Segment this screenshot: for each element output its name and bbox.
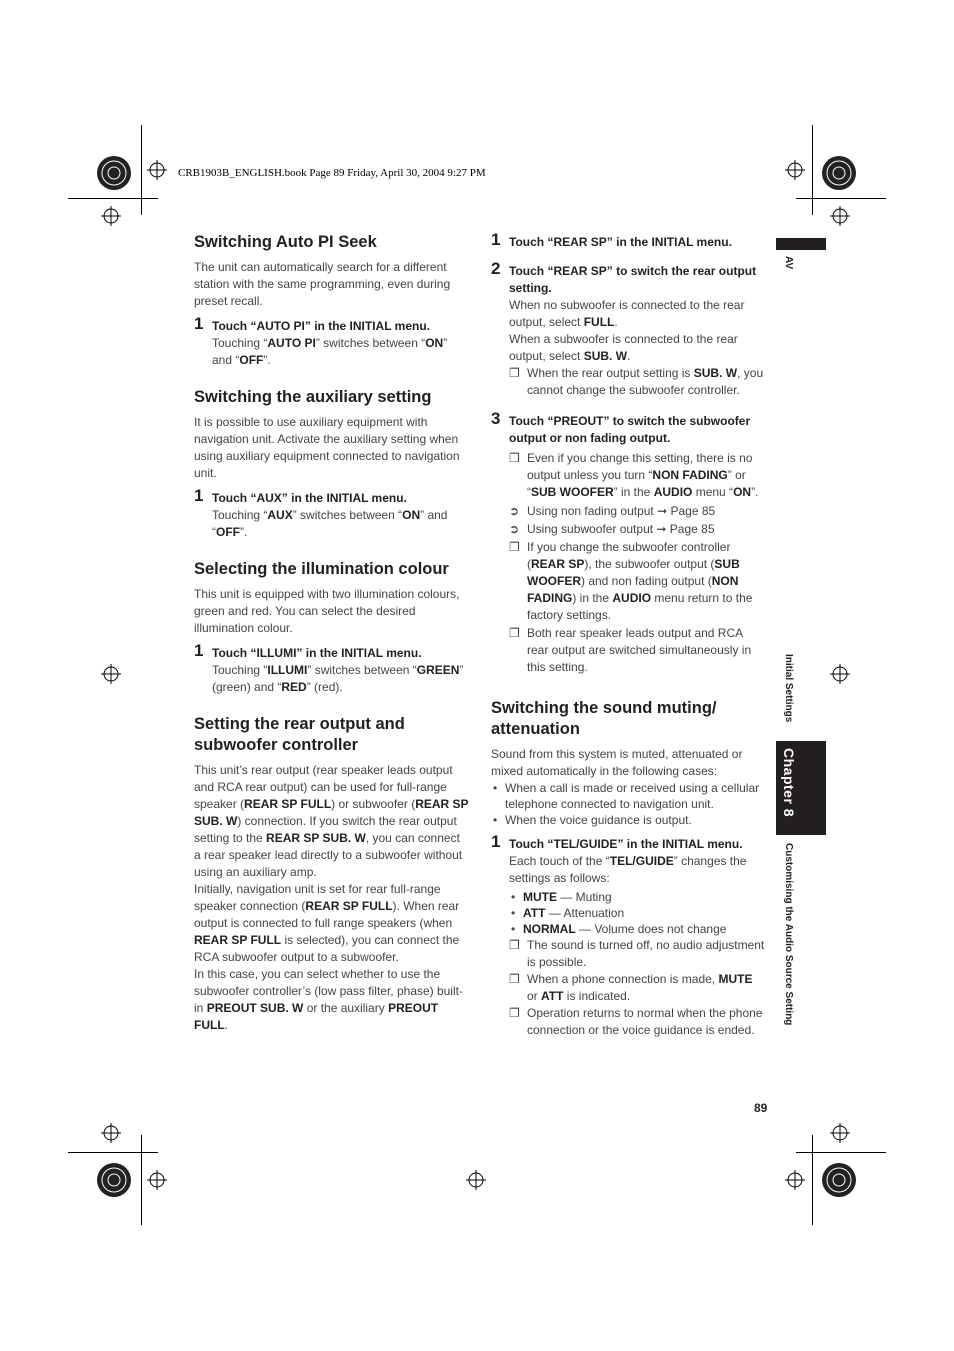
left-column	[194, 232, 469, 1034]
crosshair-icon	[147, 160, 167, 180]
av-tab-label: AV	[783, 256, 794, 270]
section-intro: Sound from this system is muted, attenuated or mixed automatically in the following cases:	[491, 747, 743, 778]
crop-mark	[812, 125, 813, 215]
section-illumination	[194, 559, 469, 696]
option-item: • MUTE — Muting	[511, 890, 612, 904]
section-intro: It is possible to use auxiliary equipment with navigation unit. Activate the auxiliary setting when using auxiliary equipment connected to navigation unit.	[194, 415, 460, 480]
crosshair-icon	[101, 664, 121, 684]
section-body: This unit’s rear output (rear speaker leads output and RCA rear output) can be used for full-range speaker (REAR SP FULL) or subwoofer (REAR SP SUB. W) connection. If you switch the rear output setting to the REAR SP SUB. W, you can connect a rear speaker lead directly to a subwoofer without using an auxiliary amp.	[194, 763, 469, 879]
reference-arrow-icon: ➲	[509, 504, 520, 518]
reference: ➲ Using non fading output ➞ Page 85	[509, 504, 716, 518]
bullet-item: • When the voice guidance is output.	[493, 813, 692, 827]
av-tab-bar	[776, 238, 826, 250]
crosshair-icon	[101, 1123, 121, 1143]
crosshair-icon	[830, 206, 850, 226]
step-body: When no subwoofer is connected to the rear output, select FULL.	[509, 298, 745, 329]
option-item: • NORMAL — Volume does not change	[511, 922, 727, 936]
section-heading: Switching the sound muting/ attenuation	[491, 699, 717, 738]
registration-mark-icon	[821, 155, 857, 191]
step-body: Touching “AUTO PI” switches between “ON” and “OFF”.	[212, 336, 448, 367]
step	[491, 230, 766, 251]
crop-mark	[141, 125, 142, 215]
note: ❐ Even if you change this setting, there is no output unless you turn “NON FADING” or “SUB WOOFER” in the AUDIO menu “ON”.	[509, 451, 759, 499]
section-muting	[491, 698, 766, 1039]
registration-mark-icon	[96, 155, 132, 191]
step	[491, 409, 766, 676]
section-intro: This unit is equipped with two illumination colours, green and red. You can select the desired illumination colour.	[194, 587, 460, 635]
section-body: In this case, you can select whether to use the subwoofer controller’s (low pass filter, phase) built-in PREOUT SUB. W or the auxiliary PREOUT FULL.	[194, 967, 464, 1032]
section-heading: Setting the rear output and subwoofer controller	[194, 715, 405, 754]
crop-mark	[796, 1152, 886, 1153]
step-number: 1	[194, 314, 204, 333]
section-heading: Switching the auxiliary setting	[194, 388, 432, 406]
crop-mark	[68, 1152, 158, 1153]
step	[194, 641, 469, 696]
crosshair-icon	[785, 160, 805, 180]
crop-mark	[796, 198, 886, 199]
crosshair-icon	[466, 1170, 486, 1190]
note: ❐ When the rear output setting is SUB. W, you cannot change the subwoofer controller.	[509, 366, 764, 397]
crosshair-icon	[101, 206, 121, 226]
note-box-icon: ❐	[509, 451, 520, 465]
chapter-label: Chapter 8	[781, 748, 797, 818]
crosshair-icon	[785, 1170, 805, 1190]
crosshair-icon	[830, 664, 850, 684]
file-info-header: CRB1903B_ENGLISH.book Page 89 Friday, April 30, 2004 9:27 PM	[178, 167, 486, 179]
section-rear-output	[194, 714, 469, 1034]
note-box-icon: ❐	[509, 938, 520, 952]
registration-mark-icon	[96, 1162, 132, 1198]
section-auto-pi	[194, 232, 469, 369]
step-number: 1	[194, 641, 204, 660]
step-title: Touch “PREOUT” to switch the subwoofer output or non fading output.	[509, 414, 751, 445]
section-intro: The unit can automatically search for a different station with the same programming, even during preset recall.	[194, 260, 451, 308]
step-title: Touch “ILLUMI” in the INITIAL menu.	[212, 646, 422, 660]
crop-mark	[68, 198, 158, 199]
section-heading: Selecting the illumination colour	[194, 560, 449, 578]
step-number: 2	[491, 259, 501, 278]
step	[194, 486, 469, 541]
section-heading: Switching Auto PI Seek	[194, 233, 377, 251]
step-title: Touch “AUTO PI” in the INITIAL menu.	[212, 319, 431, 333]
step-number: 3	[491, 409, 501, 428]
step	[194, 314, 469, 369]
step-title: Touch “REAR SP” in the INITIAL menu.	[509, 235, 732, 249]
note-box-icon: ❐	[509, 972, 520, 986]
note-box-icon: ❐	[509, 366, 520, 380]
step-body: Touching “AUX” switches between “ON” and “OFF”.	[212, 508, 448, 539]
crop-mark	[141, 1135, 142, 1225]
initial-settings-label: Initial Settings	[783, 654, 794, 723]
section-auxiliary	[194, 387, 469, 541]
step-number: 1	[491, 230, 501, 249]
note-box-icon: ❐	[509, 626, 520, 640]
right-column	[491, 232, 766, 1039]
reference: ➲ Using subwoofer output ➞ Page 85	[509, 522, 715, 536]
bullet-item: • When a call is made or received using a cellular telephone connected to navigation unit.	[493, 781, 760, 811]
step-body: Touching “ILLUMI” switches between “GREEN” (green) and “RED” (red).	[212, 663, 464, 694]
step-title: Touch “AUX” in the INITIAL menu.	[212, 491, 407, 505]
note: ❐ Both rear speaker leads output and RCA rear output are switched simultaneously in this setting.	[509, 626, 752, 674]
step-body: Each touch of the “TEL/GUIDE” changes the settings as follows:	[509, 854, 747, 885]
crosshair-icon	[147, 1170, 167, 1190]
note: ❐ If you change the subwoofer controller (REAR SP), the subwoofer output (SUB WOOFER) and non fading output (NON FADING) in the AUDIO menu return to the factory settings.	[509, 540, 753, 622]
step	[491, 832, 766, 1039]
crop-mark	[812, 1135, 813, 1225]
step-title: Touch “TEL/GUIDE” in the INITIAL menu.	[509, 837, 743, 851]
note: ❐ When a phone connection is made, MUTE or ATT is indicated.	[509, 972, 753, 1003]
option-item: • ATT — Attenuation	[511, 906, 625, 920]
crosshair-icon	[830, 1123, 850, 1143]
reference-arrow-icon: ➲	[509, 522, 520, 536]
registration-mark-icon	[821, 1162, 857, 1198]
page-number: 89	[754, 1101, 768, 1115]
note: ❐ The sound is turned off, no audio adjustment is possible.	[509, 938, 765, 969]
note: ❐ Operation returns to normal when the phone connection or the voice guidance is ended.	[509, 1006, 763, 1037]
section-body: Initially, navigation unit is set for rear full-range speaker connection (REAR SP FULL). When rear output is connected to full range speakers (when REAR SP FULL is selected), you can connect the RCA subwoofer output to a subwoofer.	[194, 882, 460, 964]
note-box-icon: ❐	[509, 1006, 520, 1020]
step-title: Touch “REAR SP” to switch the rear output setting.	[509, 264, 757, 295]
step-number: 1	[194, 486, 204, 505]
step-number: 1	[491, 832, 501, 851]
step	[491, 259, 766, 399]
note-box-icon: ❐	[509, 540, 520, 554]
customising-label: Customising the Audio Source Setting	[783, 843, 794, 1026]
step-body: When a subwoofer is connected to the rear output, select SUB. W.	[509, 332, 738, 363]
